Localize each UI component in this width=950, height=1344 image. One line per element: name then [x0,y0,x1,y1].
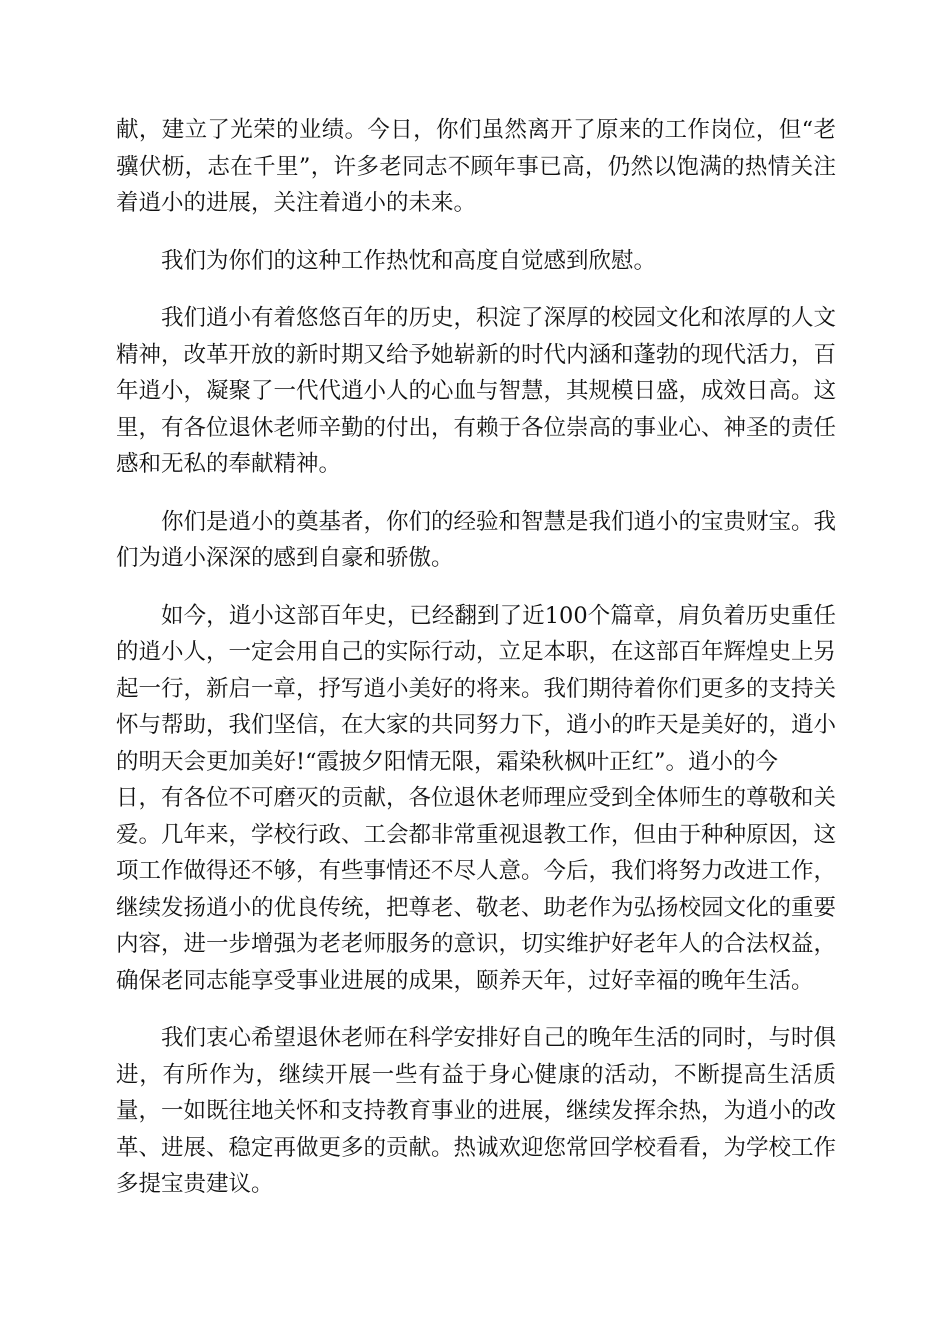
text-line: 献，建立了光荣的业绩。今日，你们虽然离开了原来的工作岗位，但“老 [116,117,836,143]
text-line: 精神，改革开放的新时期又给予她崭新的时代内涵和蓬勃的现代活力，百 [116,341,837,368]
paragraph-2 [116,243,836,280]
text-line: 们为逍小深深的感到自豪和骄傲。 [116,545,454,571]
paragraph-6 [116,1020,836,1203]
text-line: 日，有各位不可磨灭的贡献，各位退休老师理应受到全体师生的尊敬和关 [116,785,837,811]
paragraph-1 [116,112,836,222]
text-line: 爱。几年来，学校行政、工会都非常重视退教工作，但由于种种原因，这 [116,821,837,848]
text-line: 的明天会更加美好!“霞披夕阳情无限，霜染秋枫叶正红”。逍小的今 [116,748,779,775]
text-line: 继续发扬逍小的优良传统，把尊老、敬老、助老作为弘扬校园文化的重要 [116,894,837,921]
text-line: 骥伏枥，志在千里”，许多老同志不顾年事已高，仍然以饱满的热情关注 [116,153,836,180]
text-line: 怀与帮助，我们坚信，在大家的共同努力下，逍小的昨天是美好的，逍小 [116,712,837,738]
text-line: 我们逍小有着悠悠百年的历史，积淀了深厚的校园文化和浓厚的人文 [161,305,837,331]
text-line: 感和无私的奉献精神。 [116,451,342,477]
text-line: 年逍小，凝聚了一代代逍小人的心血与智慧，其规模日盛，成效日高。这 [116,378,837,404]
text-line: 进，有所作为，继续开展一些有益于身心健康的活动，不断提高生活质 [116,1061,836,1088]
text-line: 多提宝贵建议。 [116,1171,274,1197]
document-body [116,112,836,1224]
text-line: 革、进展、稳定再做更多的贡献。热诚欢迎您常回学校看看，为学校工作 [116,1134,837,1161]
text-line: 我们衷心希望退休老师在科学安排好自己的晚年生活的同时，与时俱 [161,1025,837,1051]
text-line: 着逍小的进展，关注着逍小的未来。 [116,190,477,216]
paragraph-3 [116,300,836,483]
text-line: 里，有各位退休老师辛勤的付出，有赖于各位崇高的事业心、神圣的责任 [116,414,837,441]
paragraph-4 [116,504,836,577]
text-line: 起一行，新启一章，抒写逍小美好的将来。我们期待着你们更多的支持关 [116,675,837,702]
paragraph-5 [116,598,836,1000]
text-line: 项工作做得还不够，有些事情还不尽人意。今后，我们将努力改进工作， [116,858,837,884]
text-line: 的逍小人，一定会用自己的实际行动，立足本职，在这部百年辉煌史上另 [116,639,837,665]
text-line: 如今，逍小这部百年史，已经翻到了近100个篇章，肩负着历史重任 [161,602,836,629]
text-line: 你们是逍小的奠基者，你们的经验和智慧是我们逍小的宝贵财宝。我 [161,508,837,535]
text-line: 量，一如既往地关怀和支持教育事业的进展，继续发挥余热，为逍小的改 [116,1098,837,1124]
text-line: 确保老同志能享受事业进展的成果，颐养天年，过好幸福的晚年生活。 [116,967,814,994]
text-line: 我们为你们的这种工作热忱和高度自觉感到欣慰。 [161,247,657,274]
text-line: 内容，进一步增强为老老师服务的意识，切实维护好老年人的合法权益， [116,931,837,957]
